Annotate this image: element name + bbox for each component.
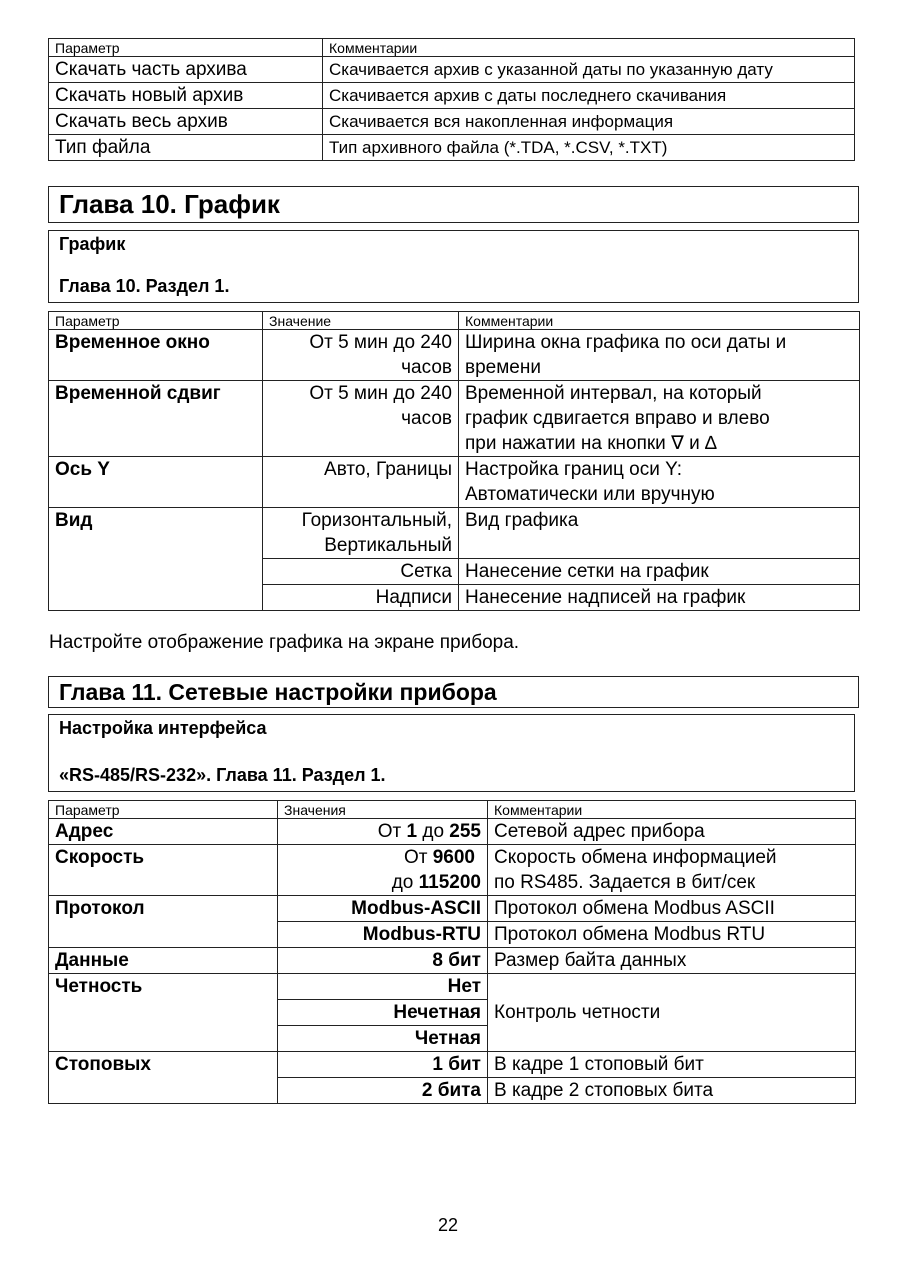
comment-line: Настройка границ оси Y: bbox=[465, 459, 683, 480]
param-label: Ось Y bbox=[55, 459, 110, 480]
param-label: Протокол bbox=[55, 898, 145, 919]
value-cell: Сетка bbox=[263, 559, 459, 585]
value-cell: 2 бита bbox=[278, 1078, 488, 1104]
param-label: Стоповых bbox=[55, 1054, 151, 1075]
value-line: От 5 мин до 240 bbox=[309, 383, 452, 404]
param-label: Вид bbox=[55, 510, 93, 531]
value-cell: Modbus-RTU bbox=[278, 922, 488, 948]
comment-line: Автоматически или вручную bbox=[465, 484, 715, 505]
comment-line: при нажатии на кнопки ∇ и ∆ bbox=[465, 433, 717, 454]
value-cell bbox=[278, 845, 488, 896]
value-cell: Нечетная bbox=[278, 1000, 488, 1026]
comment-cell: Скачивается архив с указанной даты по указанную дату bbox=[323, 57, 855, 83]
param-label: Адрес bbox=[55, 821, 114, 842]
header-cell: Параметр bbox=[49, 39, 323, 57]
comment-cell: Протокол обмена Modbus RTU bbox=[488, 922, 856, 948]
comment-line: Временной интервал, на который bbox=[465, 383, 762, 404]
table-row bbox=[49, 135, 855, 161]
value-prefix: до bbox=[391, 872, 419, 893]
value-line: часов bbox=[401, 357, 452, 378]
param-cell: Скачать новый архив bbox=[49, 83, 323, 109]
comment-cell bbox=[488, 845, 856, 896]
param-cell bbox=[49, 508, 263, 611]
comment-cell: Сетевой адрес прибора bbox=[488, 819, 856, 845]
value-from: 1 bbox=[406, 821, 418, 842]
table-row-view bbox=[49, 508, 860, 559]
value-min: 9600 bbox=[432, 847, 475, 868]
chapter-11-section-box bbox=[48, 714, 855, 792]
param-cell bbox=[49, 1052, 278, 1104]
param-cell: Скачать весь архив bbox=[49, 109, 323, 135]
comment-cell: В кадре 1 стоповый бит bbox=[488, 1052, 856, 1078]
comment-cell bbox=[459, 330, 860, 381]
comment-cell: Контроль четности bbox=[488, 974, 856, 1052]
comment-line: Ширина окна графика по оси даты и bbox=[465, 332, 787, 353]
value-prefix: От bbox=[403, 847, 433, 868]
chart-settings-table bbox=[48, 311, 860, 611]
chapter-10-note: Настройте отображение графика на экране прибора. bbox=[49, 632, 520, 653]
param-label: Временной сдвиг bbox=[55, 383, 221, 404]
value-line: От 5 мин до 240 bbox=[309, 332, 452, 353]
chapter-11-title bbox=[48, 676, 859, 708]
value-cell: 8 бит bbox=[278, 948, 488, 974]
value-prefix: От bbox=[377, 821, 407, 842]
header-cell: Параметр bbox=[49, 312, 263, 330]
param-cell bbox=[49, 381, 263, 457]
param-cell bbox=[49, 457, 263, 508]
value-max: 115200 bbox=[418, 872, 481, 893]
param-cell bbox=[49, 974, 278, 1052]
param-cell bbox=[49, 819, 278, 845]
header-cell: Комментарии bbox=[459, 312, 860, 330]
table-row-parity-none bbox=[49, 974, 856, 1000]
header-cell: Параметр bbox=[49, 801, 278, 819]
comment-line: времени bbox=[465, 357, 541, 378]
value-to: 255 bbox=[449, 821, 481, 842]
table-row-data-bits bbox=[49, 948, 856, 974]
header-cell: Комментарии bbox=[488, 801, 856, 819]
value-line: Вертикальный bbox=[324, 535, 452, 556]
comment-line: график сдвигается вправо и влево bbox=[465, 408, 770, 429]
value-cell: 1 бит bbox=[278, 1052, 488, 1078]
param-label: Скорость bbox=[55, 847, 145, 868]
table-header-row bbox=[49, 312, 860, 330]
value-line bbox=[284, 870, 481, 895]
value-line: часов bbox=[401, 408, 452, 429]
table-row-address bbox=[49, 819, 856, 845]
param-cell bbox=[49, 845, 278, 896]
table-row-time-shift bbox=[49, 381, 860, 457]
comment-cell bbox=[459, 381, 860, 457]
section-reference: «RS-485/RS-232». Глава 11. Раздел 1. bbox=[59, 765, 386, 785]
chapter-10-title-text: Глава 10. График bbox=[59, 189, 280, 219]
comment-cell: Нанесение сетки на график bbox=[459, 559, 860, 585]
param-label: Временное окно bbox=[55, 332, 210, 353]
param-cell bbox=[49, 330, 263, 381]
section-reference: Глава 10. Раздел 1. bbox=[59, 276, 230, 296]
section-title: График bbox=[59, 234, 126, 254]
header-cell: Значение bbox=[263, 312, 459, 330]
chapter-11-title-text: Глава 11. Сетевые настройки прибора bbox=[59, 679, 497, 705]
comment-cell: Вид графика bbox=[459, 508, 860, 559]
comment-cell: В кадре 2 стоповых бита bbox=[488, 1078, 856, 1104]
value-line bbox=[284, 845, 481, 870]
comment-cell: Скачивается вся накопленная информация bbox=[323, 109, 855, 135]
comment-cell: Размер байта данных bbox=[488, 948, 856, 974]
value-line: Горизонтальный, bbox=[301, 510, 452, 531]
table-row bbox=[49, 109, 855, 135]
param-label: Четность bbox=[55, 976, 143, 997]
header-cell: Комментарии bbox=[323, 39, 855, 57]
param-cell bbox=[49, 948, 278, 974]
comment-cell: Скачивается архив с даты последнего скачивания bbox=[323, 83, 855, 109]
table-row-speed bbox=[49, 845, 856, 896]
value-cell: Нет bbox=[278, 974, 488, 1000]
value-cell bbox=[263, 330, 459, 381]
table-row bbox=[49, 57, 855, 83]
value-cell bbox=[263, 381, 459, 457]
param-cell bbox=[49, 896, 278, 948]
table-header-row bbox=[49, 801, 856, 819]
value-cell: Авто, Границы bbox=[263, 457, 459, 508]
param-cell: Тип файла bbox=[49, 135, 323, 161]
chapter-10-section-box bbox=[48, 230, 859, 303]
param-label: Данные bbox=[55, 950, 129, 971]
value-cell: Надписи bbox=[263, 585, 459, 611]
table-row-axis-y bbox=[49, 457, 860, 508]
section-title: Настройка интерфейса bbox=[59, 718, 267, 738]
comment-line: Скорость обмена информацией bbox=[494, 847, 777, 868]
table-row-time-window bbox=[49, 330, 860, 381]
param-cell: Скачать часть архива bbox=[49, 57, 323, 83]
comment-cell: Тип архивного файла (*.TDA, *.CSV, *.TXT) bbox=[323, 135, 855, 161]
table-row bbox=[49, 83, 855, 109]
table-row-protocol-ascii bbox=[49, 896, 856, 922]
table-row-stop-1 bbox=[49, 1052, 856, 1078]
value-cell bbox=[278, 819, 488, 845]
value-mid: до bbox=[417, 821, 450, 842]
page-number: 22 bbox=[438, 1215, 459, 1235]
comment-cell: Нанесение надписей на график bbox=[459, 585, 860, 611]
archive-table bbox=[48, 38, 855, 161]
header-cell: Значения bbox=[278, 801, 488, 819]
value-cell bbox=[263, 508, 459, 559]
comment-cell: Протокол обмена Modbus ASCII bbox=[488, 896, 856, 922]
chapter-10-title bbox=[48, 186, 859, 223]
comment-line: по RS485. Задается в бит/сек bbox=[494, 872, 756, 893]
value-cell: Modbus-ASCII bbox=[278, 896, 488, 922]
value-cell: Четная bbox=[278, 1026, 488, 1052]
comment-cell bbox=[459, 457, 860, 508]
table-header-row bbox=[49, 39, 855, 57]
network-settings-table bbox=[48, 800, 856, 1104]
